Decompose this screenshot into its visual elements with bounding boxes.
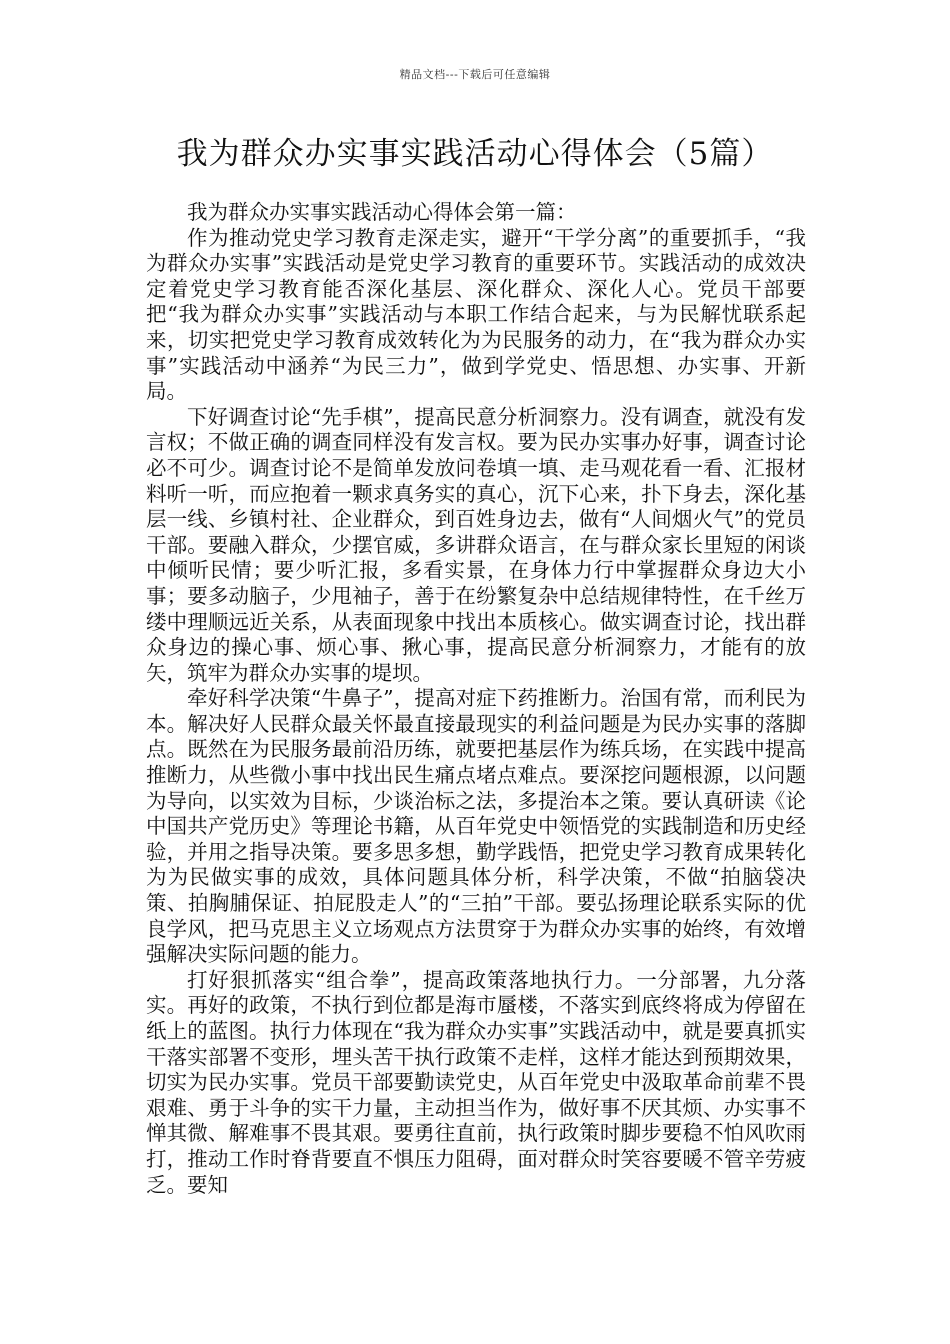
document-body [146,200,806,1198]
section-heading: 我为群众办实事实践活动心得体会第一篇： [187,200,577,224]
paragraph-investigation: 下好调查讨论“先手棋”，提高民意分析洞察力。没有调查，就没有发言权；不做正确的调查同样没有发言权。要为民办实事办好事，调查讨论必不可少。调查讨论不是简单发放问卷填一填、走马观花看一看、汇报材料听一听，而应抱着一颗求真务实的真心，沉下心来，扑下身去，深化基层一线、乡镇村社、企业群众，到百姓身边去，做有“人间烟火气”的党员干部。要融入群众，少摆官威，多讲群众语言，在与群众家长里短的闲谈中倾听民情；要少听汇报，多看实景，在身体力行中掌握群众身边大小事；要多动脑子，少甩袖子，善于在纷繁复杂中总结规律特性，在千丝万缕中理顺远近关系，从表面现象中找出本质核心。做实调查讨论，找出群众身边的操心事、烦心事、揪心事，提高民意分析洞察力，才能有的放矢，筑牢为群众办实事的堤坝。 [146,404,806,685]
page-header: 精品文档---下载后可任意编辑 [399,68,551,81]
paragraph-implementation: 打好狠抓落实“组合拳”，提高政策落地执行力。一分部署，九分落实。再好的政策，不执行到位都是海市蜃楼，不落实到底终将成为停留在纸上的蓝图。执行力体现在“我为群众办实事”实践活动中，就是要真抓实干落实部署不变形，埋头苦干执行政策不走样，这样才能达到预期效果，切实为民办实事。党员干部要勤读党史，从百年党史中汲取革命前辈不畏艰难、勇于斗争的实干力量，主动担当作为，做好事不厌其烦、办实事不惮其微、解难事不畏其艰。要勇往直前，执行政策时脚步要稳不怕风吹雨打，推动工作时脊背要直不惧压力阻碍，面对群众时笑容要暖不管辛劳疲乏。要知 [146,967,806,1197]
document-title: 我为群众办实事实践活动心得体会（5篇） [176,136,774,172]
paragraph-intro: 作为推动党史学习教育走深走实，避开“干学分离”的重要抓手，“我为群众办实事”实践活动是党史学习教育的重要环节。实践活动的成效决定着党史学习教育能否深化基层、深化群众、深化人心。党员干部要把“我为群众办实事”实践活动与本职工作结合起来，与为民解忧联系起来，切实把党史学习教育成效转化为为民服务的动力，在“我为群众办实事”实践活动中涵养“为民三力”，做到学党史、悟思想、办实事、开新局。 [146,225,806,404]
paragraph-decision: 牵好科学决策“牛鼻子”，提高对症下药推断力。治国有常，而利民为本。解决好人民群众最关怀最直接最现实的利益问题是为民办实事的落脚点。既然在为民服务最前沿历练，就要把基层作为练兵场，在实践中提高推断力，从些微小事中找出民生痛点堵点难点。要深挖问题根源，以问题为导向，以实效为目标，少谈治标之法，多提治本之策。要认真研读《论中国共产党历史》等理论书籍，从百年党史中领悟党的实践制造和历史经验，并用之指导决策。要多思多想，勤学践悟，把党史学习教育成果转化为为民做实事的成效，具体问题具体分析，科学决策，不做“拍脑袋决策、拍胸脯保证、拍屁股走人”的“三拍”干部。要弘扬理论联系实际的优良学风，把马克思主义立场观点方法贯穿于为群众办实事的始终，有效增强解决实际问题的能力。 [146,686,806,967]
